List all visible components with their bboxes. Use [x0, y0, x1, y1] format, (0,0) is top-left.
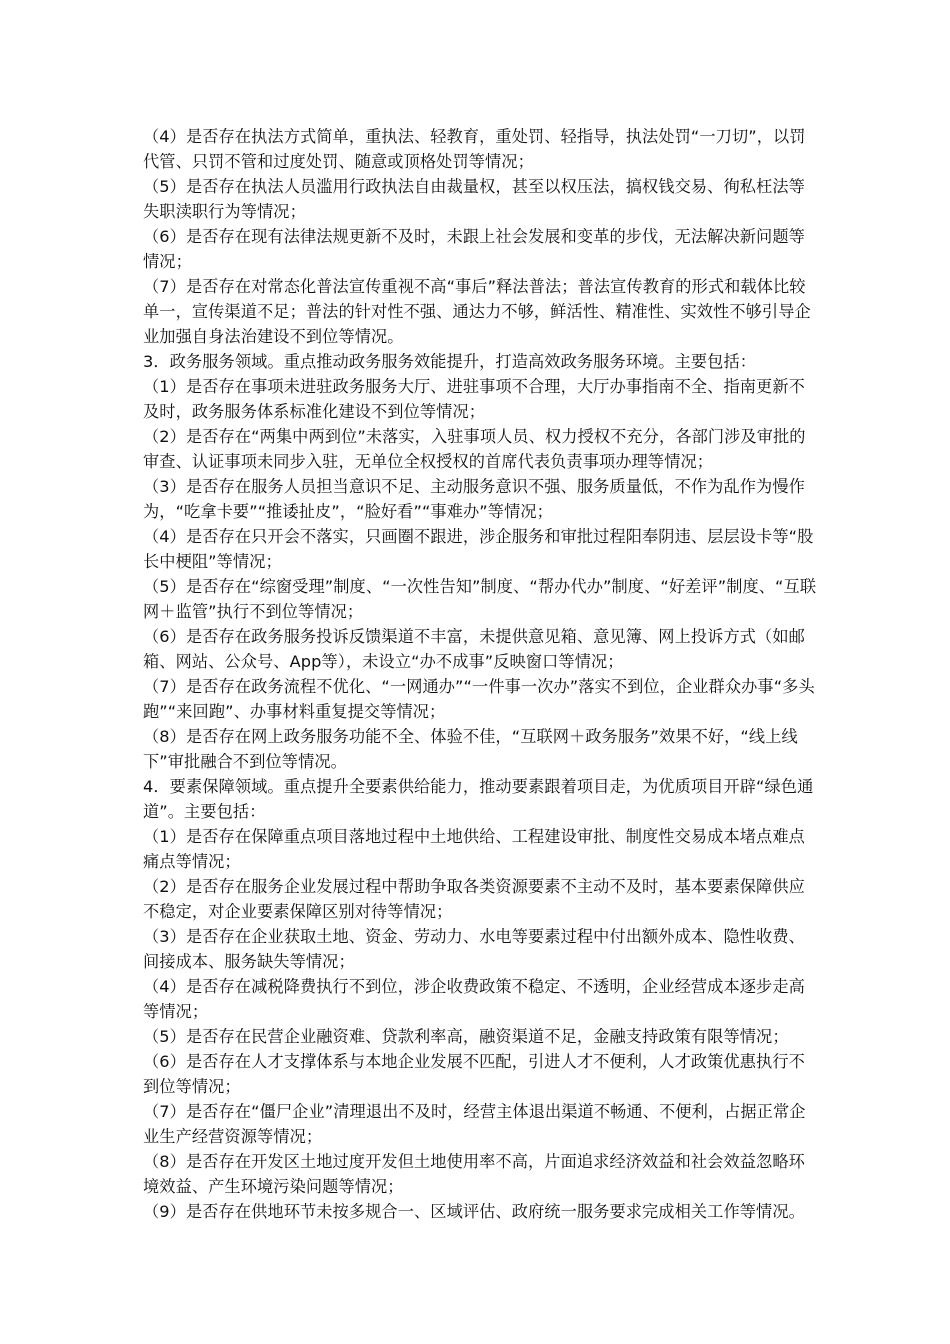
paragraph: （3）是否存在企业获取土地、资金、劳动力、水电等要素过程中付出额外成本、隐性收费、间接成本、服务缺失等情况； — [143, 927, 805, 971]
paragraph: （3）是否存在服务人员担当意识不足、主动服务意识不强、服务质量低，不作为乱作为慢作为，“吃拿卡要”“推诿扯皮”，“脸好看”“事难办”等情况； — [143, 477, 805, 521]
document-body — [143, 124, 819, 1224]
section-heading: 4．要素保障领域。重点提升全要素供给能力，推动要素跟着项目走，为优质项目开辟“绿色通道”。主要包括： — [143, 777, 814, 821]
paragraph: （1）是否存在事项未进驻政务服务大厅、进驻事项不合理，大厅办事指南不全、指南更新不及时，政务服务体系标准化建设不到位等情况； — [143, 377, 805, 421]
paragraph: （6）是否存在人才支撑体系与本地企业发展不匹配，引进人才不便利，人才政策优惠执行不到位等情况； — [143, 1052, 805, 1096]
section-heading: 3．政务服务领域。重点推动政务服务效能提升，打造高效政务服务环境。主要包括： — [143, 352, 757, 371]
paragraph: （4）是否存在只开会不落实，只画圈不跟进，涉企服务和审批过程阳奉阴违、层层设卡等“股长中梗阻”等情况； — [143, 527, 814, 571]
paragraph: （8）是否存在开发区土地过度开发但土地使用率不高，片面追求经济效益和社会效益忽略环境效益、产生环境污染问题等情况； — [143, 1152, 805, 1196]
paragraph: （5）是否存在执法人员滥用行政执法自由裁量权，甚至以权压法，搞权钱交易、徇私枉法等失职渎职行为等情况； — [143, 177, 805, 221]
paragraph: （7）是否存在“僵尸企业”清理退出不及时，经营主体退出渠道不畅通、不便利，占据正常企业生产经营资源等情况； — [143, 1102, 806, 1146]
paragraph: （5）是否存在民营企业融资难、贷款利率高，融资渠道不足，金融支持政策有限等情况； — [143, 1027, 789, 1046]
paragraph: （1）是否存在保障重点项目落地过程中土地供给、工程建设审批、制度性交易成本堵点难点痛点等情况； — [143, 827, 805, 871]
paragraph: （2）是否存在服务企业发展过程中帮助争取各类资源要素不主动不及时，基本要素保障供应不稳定，对企业要素保障区别对待等情况； — [143, 877, 805, 921]
paragraph: （9）是否存在供地环节未按多规合一、区域评估、政府统一服务要求完成相关工作等情况。 — [143, 1202, 805, 1221]
paragraph: （5）是否存在“综窗受理”制度、“一次性告知”制度、“帮办代办”制度、“好差评”制度、“互联网＋监管”执行不到位等情况； — [143, 577, 817, 621]
paragraph: （7）是否存在政务流程不优化、“一网通办”“一件事一次办”落实不到位，企业群众办事“多头跑”“来回跑”、办事材料重复提交等情况； — [143, 677, 815, 721]
paragraph: （6）是否存在政务服务投诉反馈渠道不丰富，未提供意见箱、意见簿、网上投诉方式（如邮箱、网站、公众号、App等），未设立“办不成事”反映窗口等情况； — [143, 627, 805, 671]
paragraph: （2）是否存在“两集中两到位”未落实，入驻事项人员、权力授权不充分，各部门涉及审批的审查、认证事项未同步入驻，无单位全权授权的首席代表负责事项办理等情况； — [143, 427, 806, 471]
paragraph: （7）是否存在对常态化普法宣传重视不高“事后”释法普法；普法宣传教育的形式和载体比较单一，宣传渠道不足；普法的针对性不强、通达力不够，鲜活性、精准性、实效性不够引导企业加强自身法治建设不到位等情况。 — [143, 277, 811, 346]
paragraph: （6）是否存在现有法律法规更新不及时，未跟上社会发展和变革的步伐，无法解决新问题等情况； — [143, 227, 805, 271]
paragraph: （8）是否存在网上政务服务功能不全、体验不佳，“互联网＋政务服务”效果不好，“线上线下”审批融合不到位等情况。 — [143, 727, 798, 771]
paragraph: （4）是否存在减税降费执行不到位，涉企收费政策不稳定、不透明，企业经营成本逐步走高等情况； — [143, 977, 805, 1021]
paragraph: （4）是否存在执法方式简单，重执法、轻教育，重处罚、轻指导，执法处罚“一刀切”，以罚代管、只罚不管和过度处罚、随意或顶格处罚等情况； — [143, 127, 806, 171]
